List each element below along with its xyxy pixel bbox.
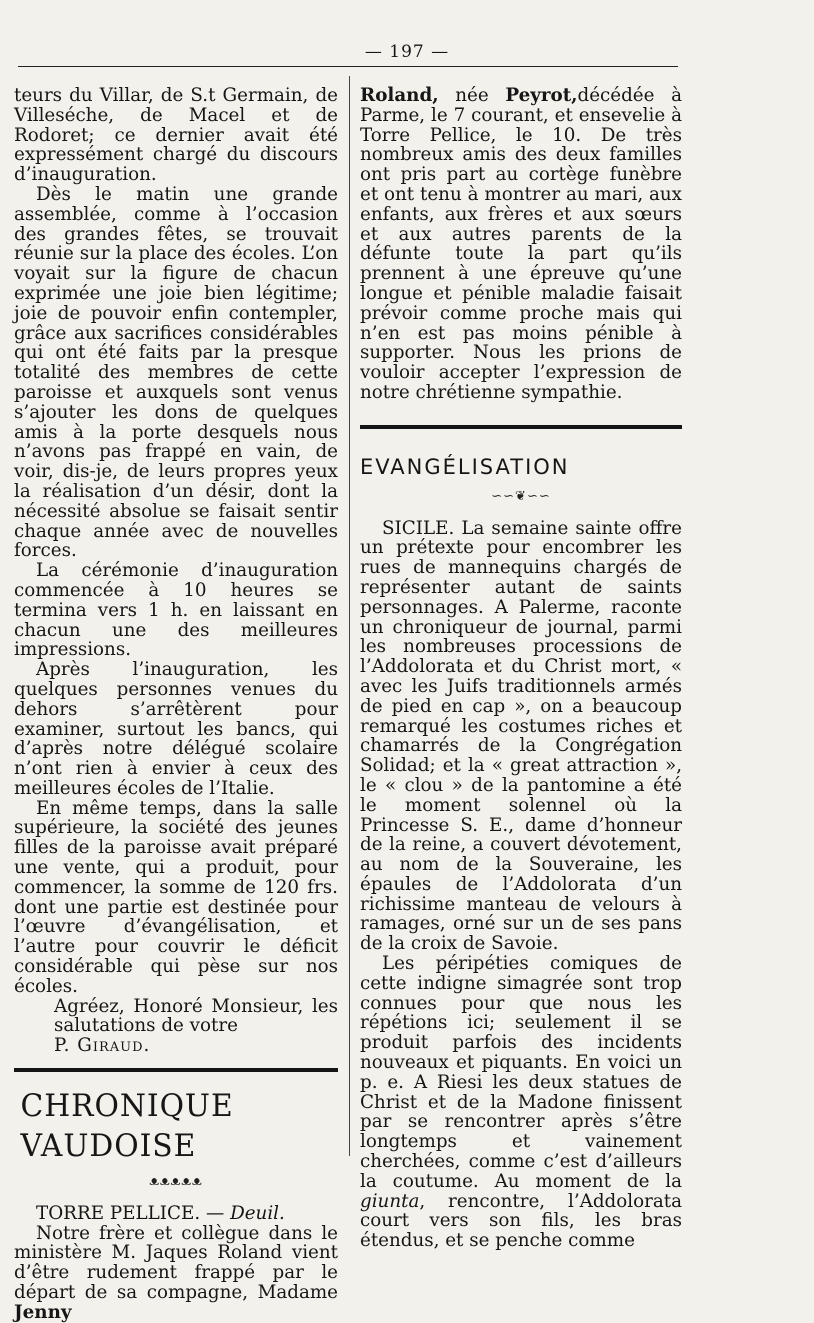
deuil-maiden-name: Peyrot, bbox=[505, 85, 578, 106]
deuil-text: Notre frère et collègue dans le ministère M. Jaques Roland vient d’être rudement frappé par le départ de sa compagne, Madame bbox=[14, 1222, 338, 1304]
subhead-deuil bbox=[14, 1204, 338, 1224]
section-rule-right bbox=[360, 425, 682, 429]
deuil-paragraph bbox=[14, 1224, 338, 1323]
section-title-chronique: CHRONIQUE VAUDOISE bbox=[20, 1088, 234, 1165]
page-number: — 197 — bbox=[364, 42, 450, 62]
sicile-text: La semaine sainte offre un prétexte pour encombrer les rues de mannequins chargés de représenter autant de saints personnages. A Palerme, raconte un chroniqueur de journal, parmi les nombreuses processions de l’Addolorata et du Christ mort, « avec les Juifs traditionnels armés de pied en cap », on a beaucoup remarqué les costumes riches et chamarrés de la Congrégation Solidad; et la « great attraction », le « clou » de la pantomine a été le moment solennel où la Princesse S. E., dame d’honneur de la reine, a couvert dévotement, au nom de la Souveraine, les épaules de l’Addolorata d’un richissime manteau de velours à ramages, orné sur un de ses pans de la croix de Savoie. bbox=[360, 517, 682, 955]
ornament-right: ∽∽❦∽∽ bbox=[491, 488, 551, 504]
section-rule bbox=[14, 1068, 338, 1072]
signature-name: P. Giraud. bbox=[54, 1035, 151, 1057]
subhead-place: TORRE PELLICE. bbox=[36, 1202, 201, 1224]
closing-salutation: Agréez, Honoré Monsieur, les salutations de votre bbox=[54, 995, 338, 1037]
peripeties-paragraph bbox=[360, 954, 682, 1251]
column-divider bbox=[349, 76, 350, 1156]
subhead-dash: — bbox=[200, 1202, 231, 1224]
giunta-word: giunta bbox=[360, 1190, 420, 1212]
header-rule bbox=[18, 66, 678, 67]
paragraph-2: Dès le matin une grande assemblée, comme à l’occasion des grandes fêtes, se trouvait réunie sur la place des écoles. L’on voyait sur la figure de chacun exprimée une joie bien légitime; joie de pouvoir enfin contempler, grâce aux sacrifices considérables qui ont été faits par la presque totalité des membres de cette paroisse et auxquels sont venus s’ajouter les dons de quelques amis à la porte desquels nous n’avons pas frappé en vain, de voir, dis-je, de leurs propres yeux la réalisation d’un désir, dont la nécessité absolue se faisait sentir chaque année avec de nouvelles forces. bbox=[14, 183, 338, 562]
paragraph-1: teurs du Villar, de S.t Germain, de Villeséche, de Macel et de Rodoret; ce dernier avait été expressément chargé du discours d’inauguration. bbox=[14, 85, 338, 186]
deuil-nee: née bbox=[438, 85, 506, 106]
sicile-lead: SICILE. bbox=[382, 517, 455, 539]
deuil-name-surname: Roland, bbox=[360, 85, 439, 106]
sicile-paragraph bbox=[360, 519, 682, 955]
paragraph-3: La cérémonie d’inauguration commencée à 10 heures se termina vers 1 h. en laissant en chacun une des meilleures impressions. bbox=[14, 560, 338, 661]
right-column bbox=[360, 86, 682, 1251]
ornament-left: ᴥᴥᴥᴥᴥ bbox=[149, 1174, 203, 1190]
deuil-name: Jenny bbox=[14, 1301, 72, 1323]
paragraph-4: Après l’inauguration, les quelques personnes venues du dehors s’arrêtèrent pour examiner, surtout les bancs, qui d’après notre délégué scolaire n’ont rien à envier à ceux des meilleures écoles de l’Italie. bbox=[14, 659, 338, 799]
section-title-evangelisation: EVANGÉLISATION bbox=[360, 454, 570, 479]
peripeties-text: Les péripéties comiques de cette indigne simagrée sont trop connues pour que nous les répétions ici; seulement il se produit parfois des incidents nouveaux et piquants. En voici un p. e. A Riesi les deux statues de Christ et de la Madone finissent par se rencontrer après s’être longtemps et vainement cherchées, comme c’est d’ailleurs la coutume. Au moment de la bbox=[360, 953, 682, 1192]
paragraph-5: En même temps, dans la salle supérieure, la société des jeunes filles de la paroisse avait préparé une vente, qui a produit, pour commencer, la somme de 120 frs. dont une partie est destinée pour l’œuvre d’évangélisation, et l’autre pour couvrir le déficit considérable qui pèse sur nos écoles. bbox=[14, 797, 338, 997]
left-column bbox=[14, 86, 338, 1323]
subhead-topic: Deuil. bbox=[230, 1202, 285, 1224]
deuil-paragraph-cont bbox=[360, 86, 682, 403]
signature bbox=[14, 1036, 338, 1056]
peripeties-text-end: , rencontre, l’Addolorata court vers son fils, les bras étendus, et se penche comme bbox=[360, 1190, 682, 1252]
deuil-text-cont: décédée à Parme, le 7 courant, et ensevelie à Torre Pellice, le 10. De très nombreux amis des deux familles ont pris part au cortège funèbre et ont tenu à montrer au mari, aux enfants, aux frères et aux sœurs et aux autres parents de la défunte toute la part qu’ils prennent à une épreuve qu’une longue et pénible maladie faisait prévoir comme proche mais qui n’en est pas moins pénible à supporter. Nous les prions de vouloir accepter l’expression de notre chrétienne sympathie. bbox=[360, 85, 682, 403]
